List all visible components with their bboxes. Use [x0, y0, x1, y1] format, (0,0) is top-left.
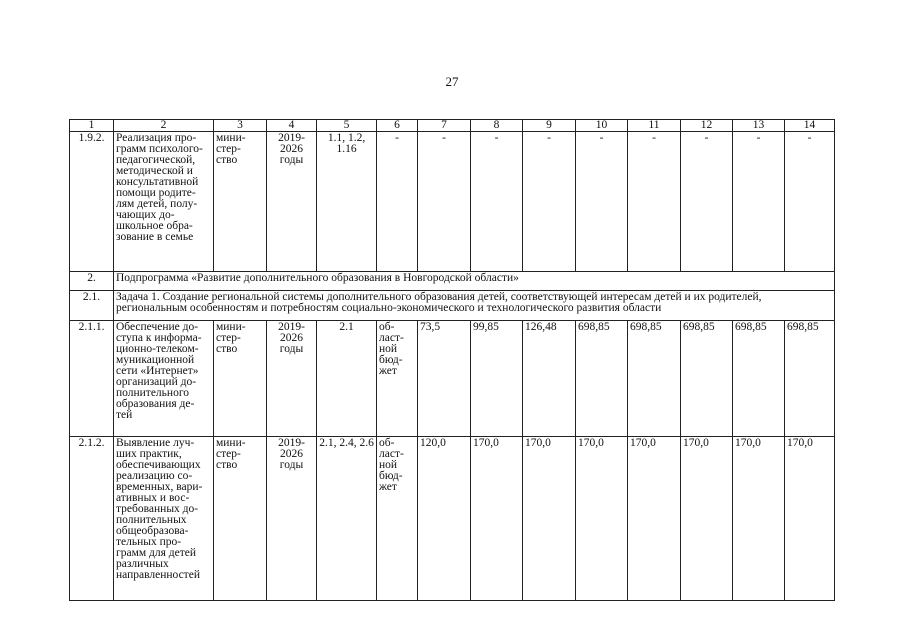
subprogram-title: Подпрограмма «Развитие дополнительного образования в Новгородской области»: [114, 272, 835, 291]
indicators: 2.1, 2.4, 2.6: [317, 437, 377, 601]
header-cell: 14: [785, 120, 835, 132]
table-row: [70, 132, 835, 272]
table-row: [70, 321, 835, 437]
measure-name: Обеспечение до- ступа к информа- ционно-телеком- муникационной сети «Интернет» организаций до- полнительного образования де- тей: [114, 321, 214, 437]
task-row: [70, 291, 835, 321]
value-cell: -: [681, 132, 733, 272]
value-cell: 698,85: [681, 321, 733, 437]
subprogram-row: [70, 272, 835, 291]
value-cell: -: [471, 132, 523, 272]
measure-name: Реализация про- грамм психолого- педагогической, методической и консультативной помощи родите- лям детей, полу- чающих до- школьное обра- зование в семье: [114, 132, 214, 272]
funding-source: об- ласт- ной бюд- жет: [377, 321, 418, 437]
header-cell: 2: [114, 120, 214, 132]
header-cell: 11: [628, 120, 681, 132]
funding-source: -: [377, 132, 418, 272]
period: 2019- 2026 годы: [267, 321, 317, 437]
header-cell: 9: [523, 120, 576, 132]
value-cell: 170,0: [733, 437, 785, 601]
row-number: 2.: [70, 272, 114, 291]
header-cell: 10: [576, 120, 628, 132]
header-row: [70, 120, 835, 132]
value-cell: 698,85: [785, 321, 835, 437]
row-number: 2.1.1.: [70, 321, 114, 437]
header-cell: 13: [733, 120, 785, 132]
header-cell: 1: [70, 120, 114, 132]
value-cell: 170,0: [576, 437, 628, 601]
value-cell: 120,0: [418, 437, 471, 601]
page-number: 27: [445, 74, 459, 89]
value-cell: -: [523, 132, 576, 272]
header-cell: 3: [214, 120, 267, 132]
table-row: [70, 437, 835, 601]
value-cell: 126,48: [523, 321, 576, 437]
value-cell: -: [628, 132, 681, 272]
header-cell: 8: [471, 120, 523, 132]
value-cell: 99,85: [471, 321, 523, 437]
executor: мини- стер- ство: [214, 132, 267, 272]
value-cell: 170,0: [785, 437, 835, 601]
value-cell: 698,85: [628, 321, 681, 437]
value-cell: 170,0: [681, 437, 733, 601]
executor: мини- стер- ство: [214, 321, 267, 437]
value-cell: 170,0: [523, 437, 576, 601]
value-cell: -: [576, 132, 628, 272]
header-cell: 7: [418, 120, 471, 132]
value-cell: 73,5: [418, 321, 471, 437]
row-number: 2.1.2.: [70, 437, 114, 601]
value-cell: -: [418, 132, 471, 272]
header-cell: 12: [681, 120, 733, 132]
period: 2019- 2026 годы: [267, 132, 317, 272]
header-cell: 6: [377, 120, 418, 132]
value-cell: -: [785, 132, 835, 272]
value-cell: 698,85: [733, 321, 785, 437]
measure-name: Выявление луч- ших практик, обеспечивающих реализацию со- временных, вари- ативных и вос- требованных до- полнительных общеобразова- тельных про- грамм для детей различных направленностей: [114, 437, 214, 601]
plan-table: [69, 119, 835, 601]
row-number: 1.9.2.: [70, 132, 114, 272]
header-cell: 4: [267, 120, 317, 132]
indicators: 1.1, 1.2, 1.16: [317, 132, 377, 272]
header-cell: 5: [317, 120, 377, 132]
value-cell: 170,0: [471, 437, 523, 601]
executor: мини- стер- ство: [214, 437, 267, 601]
period: 2019- 2026 годы: [267, 437, 317, 601]
value-cell: -: [733, 132, 785, 272]
indicators: 2.1: [317, 321, 377, 437]
value-cell: 170,0: [628, 437, 681, 601]
funding-source: об- ласт- ной бюд- жет: [377, 437, 418, 601]
task-title: Задача 1. Создание региональной системы дополнительного образования детей, соответствующей интересам детей и их родителей, региональным особенностям и потребностям социально-экономического и технологического развития области: [114, 291, 835, 321]
value-cell: 698,85: [576, 321, 628, 437]
row-number: 2.1.: [70, 291, 114, 321]
